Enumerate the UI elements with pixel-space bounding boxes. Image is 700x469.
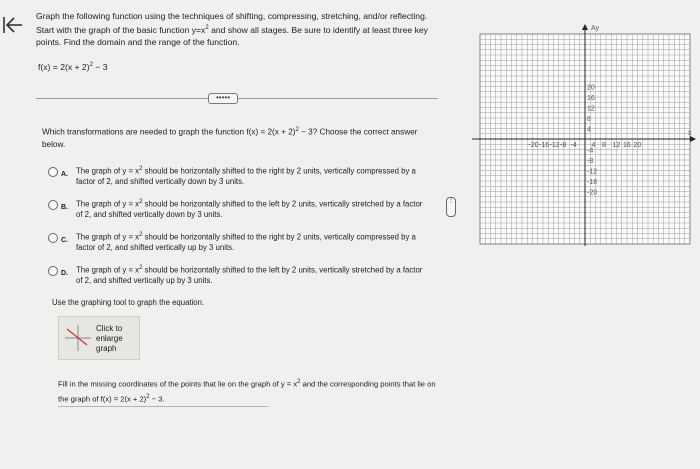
prompt-text-a: Which transformations are needed to graph the function f(x) = 2(x + 2): [42, 127, 296, 137]
x-tick-label: -12: [549, 142, 560, 149]
formula-main: f(x) = 2(x + 2): [38, 62, 90, 72]
y-tick-label: -12: [587, 168, 598, 176]
graphing-tool-instruction: Use the graphing tool to graph the equation.: [52, 298, 205, 307]
prompt-text-b: − 3? Choose the correct answer below.: [42, 127, 418, 149]
divider: [238, 98, 438, 99]
function-formula: [38, 62, 108, 72]
formula-end: − 3: [92, 62, 108, 72]
divider: [58, 406, 268, 407]
question-instructions: Graph the following function using the techniques of shifting, compressing, stretching, and/or reflecting. Start with the graph of the basic function y=x: [36, 11, 428, 35]
x-tick-label: 20: [633, 142, 642, 149]
y-tick-label: -8: [587, 158, 594, 165]
prompt-sup: 2: [295, 127, 299, 133]
question-text: [36, 10, 446, 48]
radio-button[interactable]: [48, 266, 58, 276]
panel-toggle-button[interactable]: ⋮: [446, 197, 456, 217]
expand-button[interactable]: •••••: [208, 93, 238, 104]
y-tick-label: 8: [587, 116, 591, 123]
y-axis-label: Ay: [591, 25, 600, 32]
enlarge-graph-button[interactable]: [58, 316, 140, 360]
transformation-prompt: [42, 124, 442, 151]
y-tick-label: -4: [587, 147, 594, 155]
y-tick-label: -16: [587, 179, 598, 186]
y-tick-label: 4: [587, 126, 591, 134]
divider: [36, 98, 208, 99]
x-tick-label: -8: [560, 142, 567, 149]
x-tick-label: 16: [623, 142, 631, 149]
radio-button[interactable]: [48, 167, 58, 177]
y-tick-label: 16: [587, 95, 595, 102]
choice-text: The graph of $y = x^2$ should be horizontally shifted to the right by 2 units, vertically compressed by a factor of 2, and shifted vertically up by 3 units.: [76, 232, 416, 253]
x-tick-label: 12: [612, 142, 621, 149]
radio-button[interactable]: [48, 233, 58, 243]
back-arrow-icon[interactable]: [2, 14, 24, 36]
fill-in-instruction: Fill in the missing coordinates of the points that lie on the graph of $y = x^2$ and the corresponding points that lie on the graph of $f(x) = 2(x + 2)^2 - 3$.: [58, 379, 436, 404]
choice-text: The graph of $y = x^2$ should be horizontally shifted to the right by 2 units, vertically compressed by a factor of 2, and shifted vertically down by 3 units.: [76, 166, 416, 187]
y-tick-label: 20: [587, 84, 595, 92]
x-axis-label: x: [688, 130, 692, 137]
choice-text: The graph of $y = x^2$ should be horizontally shifted to the left by 2 units, vertically stretched by a factor of 2, and shifted vertically up by 3 units.: [76, 265, 423, 286]
x-tick-label: -20: [528, 142, 539, 149]
choice-text: The graph of $y = x^2$ should be horizontally shifted to the left by 2 units, vertically stretched by a factor of 2, and shifted vertically down by 3 units.: [76, 199, 423, 220]
choice-letter: D.: [61, 270, 68, 277]
choice-letter: A.: [61, 171, 68, 178]
formula-sup: 2: [89, 62, 93, 69]
question-instructions-end: and show all stages. Be sure to identify at least three key points. Find the domain and the range of the function.: [36, 24, 428, 47]
choice-letter: B.: [61, 204, 68, 211]
enlarge-label: Click to enlarge graph: [96, 324, 123, 353]
y-tick-label: 12: [587, 105, 595, 113]
choice-letter: C.: [61, 237, 68, 244]
y-tick-label: -20: [587, 189, 598, 197]
graph-thumbnail-icon: [63, 323, 93, 353]
x-tick-label: 8: [602, 142, 606, 149]
coordinate-graph[interactable]: [470, 12, 690, 242]
x-tick-label: -4: [570, 142, 577, 149]
radio-button[interactable]: [48, 200, 58, 210]
y-axis-arrow-icon: [582, 24, 588, 30]
x-tick-label: -16: [539, 142, 550, 149]
question-sup: 2: [205, 25, 209, 31]
x-tick-label: 4: [591, 142, 596, 149]
